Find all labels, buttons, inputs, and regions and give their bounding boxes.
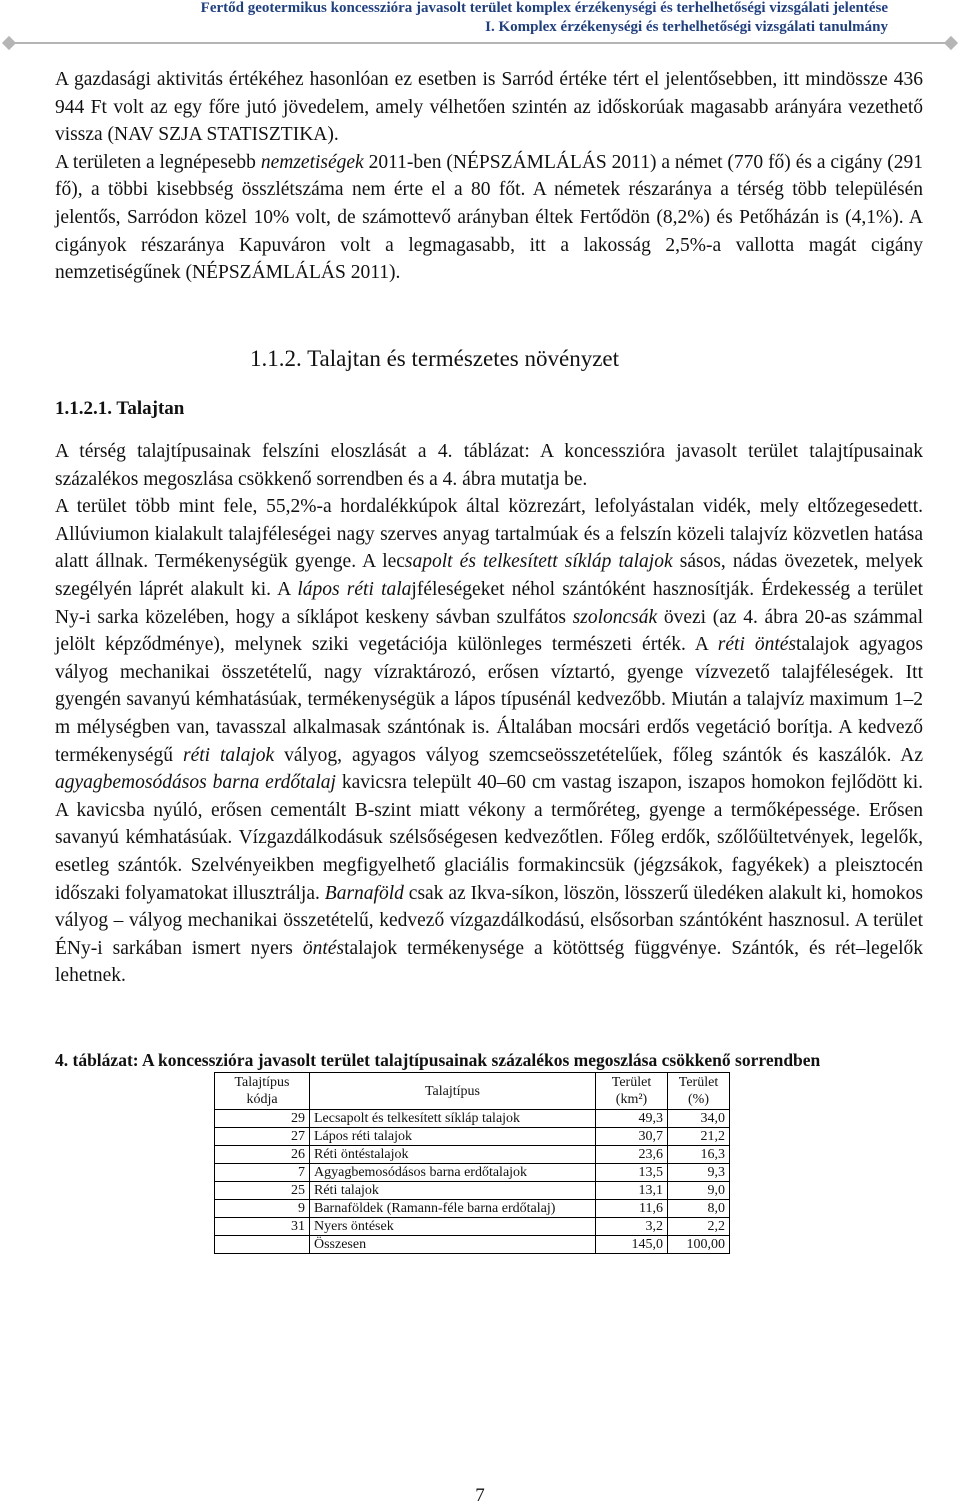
col-header-area-km2: Terület (km²): [596, 1073, 668, 1110]
rule-diamond-right: [944, 36, 958, 50]
cell-area-pct: 9,0: [668, 1182, 730, 1200]
table-header-row: [215, 1073, 730, 1110]
cell-code: [215, 1236, 310, 1254]
cell-type: Réti talajok: [310, 1182, 596, 1200]
col-header-type: Talajtípus: [310, 1073, 596, 1110]
cell-area-pct: 9,3: [668, 1164, 730, 1182]
cell-code: 31: [215, 1218, 310, 1236]
cell-type: Nyers öntések: [310, 1218, 596, 1236]
table-caption: 4. táblázat: A koncesszióra javasolt terület talajtípusainak százalékos megoszlása csökkenő sorrendben: [55, 1050, 821, 1070]
table-row: [215, 1236, 730, 1254]
cell-area-km2: 13,5: [596, 1164, 668, 1182]
cell-area-pct: 2,2: [668, 1218, 730, 1236]
cell-area-pct: 8,0: [668, 1200, 730, 1218]
cell-area-pct: 21,2: [668, 1128, 730, 1146]
table-row: [215, 1164, 730, 1182]
soil-type-table: [214, 1072, 730, 1254]
cell-type: Összesen: [310, 1236, 596, 1254]
cell-area-km2: 49,3: [596, 1110, 668, 1128]
table-row: [215, 1182, 730, 1200]
cell-type: Réti öntéstalajok: [310, 1146, 596, 1164]
table-row: [215, 1200, 730, 1218]
soil-text: [55, 438, 923, 990]
cell-code: 25: [215, 1182, 310, 1200]
header-rule: [10, 42, 950, 44]
table-row: [215, 1128, 730, 1146]
paragraph-soil-intro: A térség talajtípusainak felszíni eloszlását a 4. táblázat: A koncesszióra javasolt terület talajtípusainak százalékos megoszlása csökkenő sorrendben és a 4. ábra mutatja be.: [55, 441, 923, 490]
cell-code: 27: [215, 1128, 310, 1146]
cell-area-pct: 16,3: [668, 1146, 730, 1164]
col-header-code: Talajtípus kódja: [215, 1073, 310, 1110]
paragraph-income: A gazdasági aktivitás értékéhez hasonlóan ez esetben is Sarród értéke tért el jelentősebben, itt mindössze 436 944 Ft volt az egy főre jutó jövedelem, amely vélhetően szintén az időskorúak magasabb arányára vezethető vissza (NAV SZJA STATISZTIKA).: [55, 69, 923, 146]
cell-area-km2: 11,6: [596, 1200, 668, 1218]
header-title: Fertőd geotermikus koncesszióra javasolt terület komplex érzékenységi és terhelhetőségi vizsgálati jelentése: [200, 0, 888, 16]
intro-text: [55, 66, 923, 287]
col-header-area-pct: Terület (%): [668, 1073, 730, 1110]
cell-type: Barnaföldek (Ramann-féle barna erdőtalaj): [310, 1200, 596, 1218]
cell-area-km2: 30,7: [596, 1128, 668, 1146]
cell-area-pct: 34,0: [668, 1110, 730, 1128]
cell-code: 7: [215, 1164, 310, 1182]
table-row: [215, 1218, 730, 1236]
subsection-heading: 1.1.2.1. Talajtan: [55, 398, 185, 419]
cell-area-pct: 100,00: [668, 1236, 730, 1254]
table-row: [215, 1110, 730, 1128]
cell-area-km2: 23,6: [596, 1146, 668, 1164]
cell-type: Agyagbemosódásos barna erdőtalajok: [310, 1164, 596, 1182]
paragraph-soil-types: A terület több mint fele, 55,2%-a hordalékkúpok által közrezárt, lefolyástalan vidék, mely eltőzegesedett. Allúviumon kialakult talajféleségei nagy szerves anyag tartalmúak és a felszín közeli talajvíz közvetlen hatása alatt állnak. Termékenységük gyenge. A lecsapolt és telkesített síkláp talajok sásos, nádas övezetek, melyek szegélyén láprét alakult ki. A lápos réti talajféleségeket néhol szántóként hasznosítják. Érdekesség a terület Ny-i sarka közelében, hogy a síklápot keskeny sávban szulfátos szoloncsák övezi (az 4. ábra 20-as számmal jelölt képződménye), melynek sziki vegetációja különleges természeti érték. A réti öntéstalajok agyagos vályog mechanikai összetételű, nagy vízraktározó, erősen víztartó, gyenge vízvezető talajféleségek. Itt gyengén savanyú kémhatásúak, termékenységük a lápos típusénál kedvezőbb. Miután a talajvíz maximum 1–2 m mélységben van, tavasszal alkalmasak szántónak is. Általában mocsári erdős vegetáció borítja. A kedvező termékenységű réti talajok vályog, agyagos vályog szemcseösszetételűek, főleg szántók és kaszálók. Az agyagbemosódásos barna erdőtalaj kavicsra települt 40–60 cm vastag iszapon, iszapos homokon fejlődött ki. A kavicsba nyúló, erősen cementált B-szint miatt vékony a termőréteg, gyenge a termőképessége. Erősen savanyú kémhatásúak. Vízgazdálkodásuk szélsőségesen kedvezőtlen. Főleg erdők, szőlőültetvények, legelők, esetleg szántók. Szelvényeikben megfigyelhető glaciális formakincsük (jégzsákok, fagyékek) a pleisztocén időszaki folyamatokat illusztrálja. Barnaföld csak az Ikva-síkon, löszön, lösszerű üledéken alakult ki, homokos vályog – vályog mechanikai összetételű, kedvező vízgazdálkodású, elsősorban szántóként hasznosul. A terület ÉNy-i sarkában ismert nyers öntéstalajok termékenysége a kötöttség függvénye. Szántók, és rét–legelők lehetnek.: [55, 496, 924, 987]
cell-code: 29: [215, 1110, 310, 1128]
cell-area-km2: 3,2: [596, 1218, 668, 1236]
table-row: [215, 1146, 730, 1164]
cell-area-km2: 145,0: [596, 1236, 668, 1254]
rule-diamond-left: [2, 36, 16, 50]
cell-type: Lápos réti talajok: [310, 1128, 596, 1146]
section-heading: 1.1.2. Talajtan és természetes növényzet: [250, 346, 620, 371]
cell-code: 26: [215, 1146, 310, 1164]
header-subtitle: I. Komplex érzékenységi és terhelhetőségi vizsgálati tanulmány: [485, 19, 888, 35]
paragraph-nationalities: A területen a legnépesebb nemzetiségek 2011-ben (NÉPSZÁMLÁLÁS 2011) a német (770 fő) és a cigány (291 fő), a többi kisebbség összlétszáma nem érte el a 80 főt. A németek részaránya a térség több településén jelentős, Sarródon közel 10% volt, de számottevő arányban éltek Fertődön (8,2%) és Petőházán is (4,1%). A cigányok részaránya Kapuváron volt a legmagasabb, itt a lakosság 2,5%-a vallotta magát cigány nemzetiségűnek (NÉPSZÁMLÁLÁS 2011).: [55, 151, 923, 284]
page-number: 7: [475, 1485, 485, 1506]
cell-area-km2: 13,1: [596, 1182, 668, 1200]
cell-code: 9: [215, 1200, 310, 1218]
cell-type: Lecsapolt és telkesített síkláp talajok: [310, 1110, 596, 1128]
